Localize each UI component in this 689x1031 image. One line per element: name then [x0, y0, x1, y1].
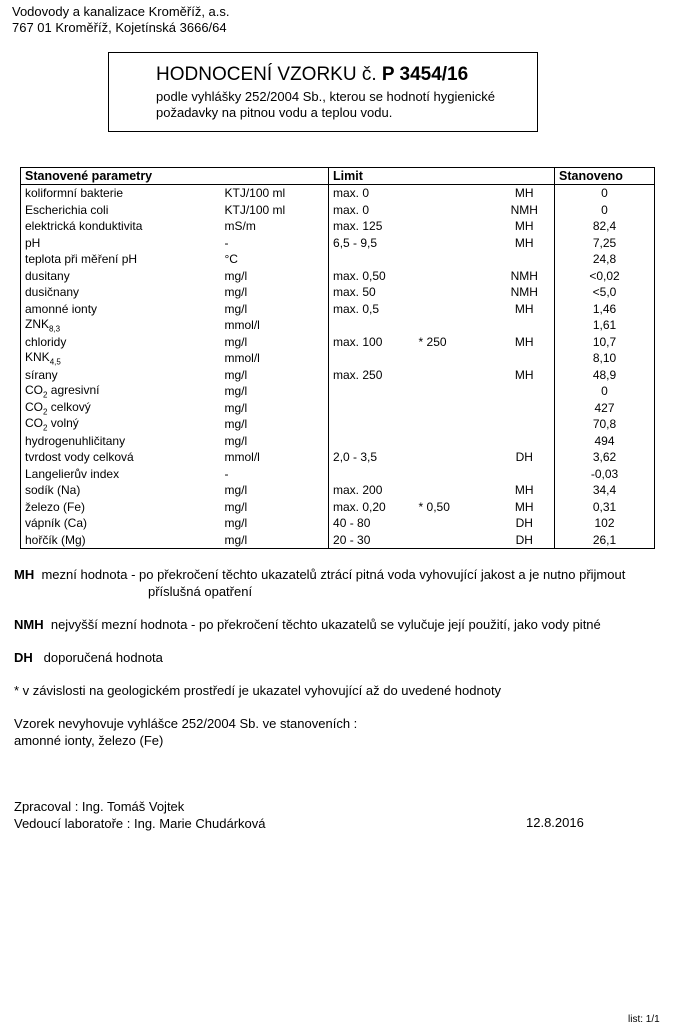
param-name: [21, 268, 221, 285]
param-name: [21, 383, 221, 400]
param-limit: max. 0: [329, 185, 415, 202]
param-alt-limit: * 0,50: [418, 499, 450, 514]
param-limit-type: [495, 317, 555, 334]
param-value: 7,25: [555, 235, 655, 252]
table-row: [21, 532, 655, 549]
param-limit: [329, 317, 415, 334]
table-row: [21, 251, 655, 268]
param-value: 0,31: [555, 499, 655, 516]
param-limit: [329, 400, 415, 417]
note-nmh-text: nejvyšší mezní hodnota - po překročení těchto ukazatelů se vylučuje její použití, jako vody pitné: [50, 617, 601, 632]
param-alt-limit: [415, 482, 495, 499]
param-name: [21, 515, 221, 532]
param-name: [21, 235, 221, 252]
param-name: [21, 202, 221, 219]
param-limit: [329, 350, 415, 367]
param-alt-limit: [415, 466, 495, 483]
table-row: [21, 466, 655, 483]
param-limit-type: [495, 383, 555, 400]
table-row: [21, 449, 655, 466]
param-name-text: teplota při měření pH: [25, 252, 138, 267]
param-suffix: celkový: [47, 399, 91, 414]
param-limit: max. 200: [329, 482, 415, 499]
param-name-text: hydrogenuhličitany: [25, 433, 126, 448]
param-alt-limit: [415, 350, 495, 367]
param-unit: mg/l: [224, 499, 248, 514]
param-limit-type: MH: [514, 483, 534, 498]
title-box: [108, 52, 538, 132]
param-name-text: Langelierův index: [25, 466, 120, 481]
param-alt-limit: [415, 284, 495, 301]
param-name: [21, 400, 221, 417]
param-name-text: sírany: [25, 367, 58, 382]
param-limit: [329, 251, 415, 268]
param-value: 8,10: [555, 350, 655, 367]
param-value: 10,7: [555, 334, 655, 351]
param-limit-type: MH: [514, 367, 534, 382]
param-limit-type: [495, 251, 555, 268]
param-unit: mg/l: [224, 384, 248, 399]
table-row: [21, 268, 655, 285]
param-value: 34,4: [555, 482, 655, 499]
table-row: [21, 416, 655, 433]
param-limit: [329, 433, 415, 450]
title-prefix: HODNOCENÍ VZORKU č.: [156, 64, 377, 85]
report-date: 12.8.2016: [526, 815, 584, 830]
param-limit-type: DH: [515, 516, 533, 531]
param-alt-limit: * 250: [418, 334, 447, 349]
param-name: [21, 284, 221, 301]
param-name: [21, 433, 221, 450]
param-name: [21, 334, 221, 351]
param-limit: max. 0,20: [329, 499, 415, 516]
table-row: [21, 185, 655, 202]
param-unit: mg/l: [224, 417, 248, 432]
note-mh: [14, 566, 625, 600]
param-alt-limit: [415, 400, 495, 417]
param-name: [21, 350, 221, 367]
param-alt-limit: [415, 367, 495, 384]
param-subscript: 8,3: [49, 324, 61, 334]
param-unit: KTJ/100 ml: [224, 202, 286, 217]
param-name-text: dusičnany: [25, 285, 80, 300]
param-limit: [329, 383, 415, 400]
param-alt-limit: [415, 532, 495, 549]
param-limit: 40 - 80: [329, 515, 415, 532]
table-row: [21, 301, 655, 318]
param-name-text: ZNK: [25, 317, 49, 332]
table-row: [21, 284, 655, 301]
param-limit: max. 125: [329, 218, 415, 235]
table-row: [21, 317, 655, 334]
param-limit: max. 50: [329, 284, 415, 301]
param-alt-limit: [415, 515, 495, 532]
param-limit-type: MH: [514, 219, 534, 234]
verdict-line1: Vzorek nevyhovuje vyhlášce 252/2004 Sb. ve stanoveních :: [14, 716, 358, 731]
sample-number: P 3454/16: [381, 64, 469, 85]
param-limit-type: NMH: [510, 268, 538, 283]
table-row: [21, 515, 655, 532]
param-unit: mg/l: [224, 483, 248, 498]
param-limit-type: MH: [514, 334, 534, 349]
param-limit-type: MH: [514, 301, 534, 316]
param-subscript: 2: [43, 423, 48, 433]
param-unit: mmol/l: [224, 450, 260, 465]
param-limit-type: [495, 466, 555, 483]
param-unit: mg/l: [221, 532, 329, 549]
table-row: [21, 499, 655, 516]
param-limit: max. 250: [329, 367, 415, 384]
param-alt-limit: [415, 433, 495, 450]
param-limit: [329, 466, 415, 483]
param-subscript: 2: [43, 390, 48, 400]
param-limit: max. 0,5: [329, 301, 415, 318]
param-unit: mg/l: [224, 433, 248, 448]
header-result: Stanoveno: [555, 168, 655, 185]
note-dh-abbr: DH: [14, 650, 33, 665]
param-name-text: elektrická konduktivita: [25, 219, 143, 234]
param-value: <5,0: [555, 284, 655, 301]
document-title: [156, 64, 468, 86]
param-suffix: agresivní: [47, 383, 100, 398]
header-limit: Limit: [329, 168, 555, 185]
table-row: [21, 235, 655, 252]
note-nmh: [14, 616, 601, 633]
param-value: 48,9: [555, 367, 655, 384]
param-limit: 20 - 30: [329, 532, 415, 549]
param-unit: °C: [224, 252, 238, 267]
param-value: 494: [555, 433, 655, 450]
param-alt-limit: [415, 202, 495, 219]
note-mh-text: mezní hodnota - po překročení těchto ukazatelů ztrácí pitná voda vyhovující jakost a je nutno přijmout: [41, 567, 626, 582]
param-unit: KTJ/100 ml: [224, 186, 286, 201]
param-unit: mg/l: [224, 268, 248, 283]
param-unit: mg/l: [224, 400, 248, 415]
param-alt-limit: [415, 383, 495, 400]
param-name-text: sodík (Na): [25, 483, 81, 498]
param-value: 0: [555, 202, 655, 219]
param-unit: mmol/l: [224, 318, 260, 333]
param-limit: max. 0,50: [329, 268, 415, 285]
param-value: 0: [555, 383, 655, 400]
param-name-text: tvrdost vody celková: [25, 450, 134, 465]
document-subtitle: podle vyhlášky 252/2004 Sb., kterou se hodnotí hygienické požadavky na pitnou vodu a teplou vodu.: [156, 89, 495, 120]
param-limit-type: DH: [495, 532, 555, 549]
param-value: 0: [555, 185, 655, 202]
param-limit-type: NMH: [510, 285, 538, 300]
note-nmh-abbr: NMH: [14, 617, 44, 632]
param-limit-type: [495, 400, 555, 417]
table-row: [21, 202, 655, 219]
param-limit-type: MH: [514, 499, 534, 514]
note-mh-text-cont: příslušná opatření: [148, 584, 253, 599]
param-unit: mg/l: [224, 334, 248, 349]
param-name-text: chloridy: [25, 334, 67, 349]
header-param: Stanovené parametry: [21, 168, 329, 185]
param-value: 82,4: [555, 218, 655, 235]
param-limit-type: [495, 416, 555, 433]
param-value: <0,02: [555, 268, 655, 285]
table-row: [21, 482, 655, 499]
param-name: [21, 499, 221, 516]
param-value: 1,61: [555, 317, 655, 334]
table-row: [21, 383, 655, 400]
param-limit: max. 0: [329, 202, 415, 219]
param-value: -0,03: [555, 466, 655, 483]
param-unit: -: [224, 235, 229, 250]
verdict: [14, 715, 357, 749]
param-limit: [329, 416, 415, 433]
parameters-table: [20, 167, 655, 549]
table-row: [21, 433, 655, 450]
company-header: [12, 4, 230, 36]
param-value: 3,62: [555, 449, 655, 466]
param-unit: -: [224, 466, 229, 481]
processed-by: Zpracoval : Ing. Tomáš Vojtek: [14, 799, 185, 814]
param-name-text: hořčík (Mg): [25, 532, 86, 547]
param-limit-type: NMH: [510, 202, 538, 217]
param-alt-limit: [415, 251, 495, 268]
param-name: [21, 317, 221, 334]
param-subscript: 2: [43, 406, 48, 416]
param-limit-type: MH: [514, 235, 534, 250]
verdict-line2: amonné ionty, železo (Fe): [14, 733, 164, 748]
param-name-text: KNK: [25, 350, 50, 365]
param-name-text: koliformní bakterie: [25, 186, 124, 201]
param-name: [21, 449, 221, 466]
param-unit: mmol/l: [224, 351, 260, 366]
param-name: [21, 367, 221, 384]
company-address: 767 01 Kroměříž, Kojetínská 3666/64: [12, 20, 227, 35]
table-row: [21, 218, 655, 235]
company-name: Vodovody a kanalizace Kroměříž, a.s.: [12, 4, 230, 19]
param-name-text: Escherichia coli: [25, 202, 109, 217]
param-alt-limit: [415, 416, 495, 433]
table-row: [21, 350, 655, 367]
param-unit: mg/l: [224, 285, 248, 300]
lab-head: Vedoucí laboratoře : Ing. Marie Chudárková: [14, 816, 266, 831]
param-value: 102: [555, 515, 655, 532]
param-unit: mg/l: [224, 516, 248, 531]
param-name: [21, 466, 221, 483]
param-limit-type: DH: [515, 450, 533, 465]
param-alt-limit: [415, 317, 495, 334]
param-value: 26,1: [555, 532, 655, 549]
param-name-text: CO: [25, 416, 43, 431]
table-row: [21, 400, 655, 417]
param-value: 427: [555, 400, 655, 417]
note-dh-text: doporučená hodnota: [43, 650, 163, 665]
note-mh-abbr: MH: [14, 567, 35, 582]
param-alt-limit: [415, 449, 495, 466]
param-name: [21, 251, 221, 268]
param-limit: 6,5 - 9,5: [329, 235, 415, 252]
param-name-text: CO: [25, 383, 43, 398]
param-alt-limit: [415, 185, 495, 202]
param-name: [21, 482, 221, 499]
param-unit: mg/l: [224, 367, 248, 382]
param-value: 1,46: [555, 301, 655, 318]
param-name: [21, 185, 221, 202]
param-value: 24,8: [555, 251, 655, 268]
param-alt-limit: [415, 218, 495, 235]
param-limit: 2,0 - 3,5: [329, 449, 415, 466]
signatures: [14, 798, 265, 832]
param-unit: mS/m: [224, 219, 256, 234]
param-name-text: amonné ionty: [25, 301, 98, 316]
note-dh: [14, 649, 163, 666]
param-name-text: vápník (Ca): [25, 516, 88, 531]
page-number: list: 1/1: [628, 1014, 660, 1025]
param-alt-limit: [415, 235, 495, 252]
param-alt-limit: [415, 301, 495, 318]
param-limit: max. 100: [329, 334, 415, 351]
param-suffix: volný: [47, 416, 79, 431]
param-limit-type: [495, 350, 555, 367]
param-limit-type: MH: [514, 186, 534, 201]
param-name: [21, 416, 221, 433]
param-name-text: železo (Fe): [25, 499, 86, 514]
param-name-text: CO: [25, 399, 43, 414]
param-alt-limit: [415, 268, 495, 285]
param-name: [21, 532, 221, 549]
param-value: 70,8: [555, 416, 655, 433]
param-name-text: dusitany: [25, 268, 70, 283]
table-row: [21, 334, 655, 351]
param-name-text: pH: [25, 235, 41, 250]
param-unit: mg/l: [224, 301, 248, 316]
param-limit-type: [495, 433, 555, 450]
note-asterisk: * v závislosti na geologickém prostředí je ukazatel vyhovující až do uvedené hodnoty: [14, 683, 502, 698]
param-name: [21, 218, 221, 235]
param-name: [21, 301, 221, 318]
table-row: [21, 367, 655, 384]
param-subscript: 4,5: [49, 357, 61, 367]
